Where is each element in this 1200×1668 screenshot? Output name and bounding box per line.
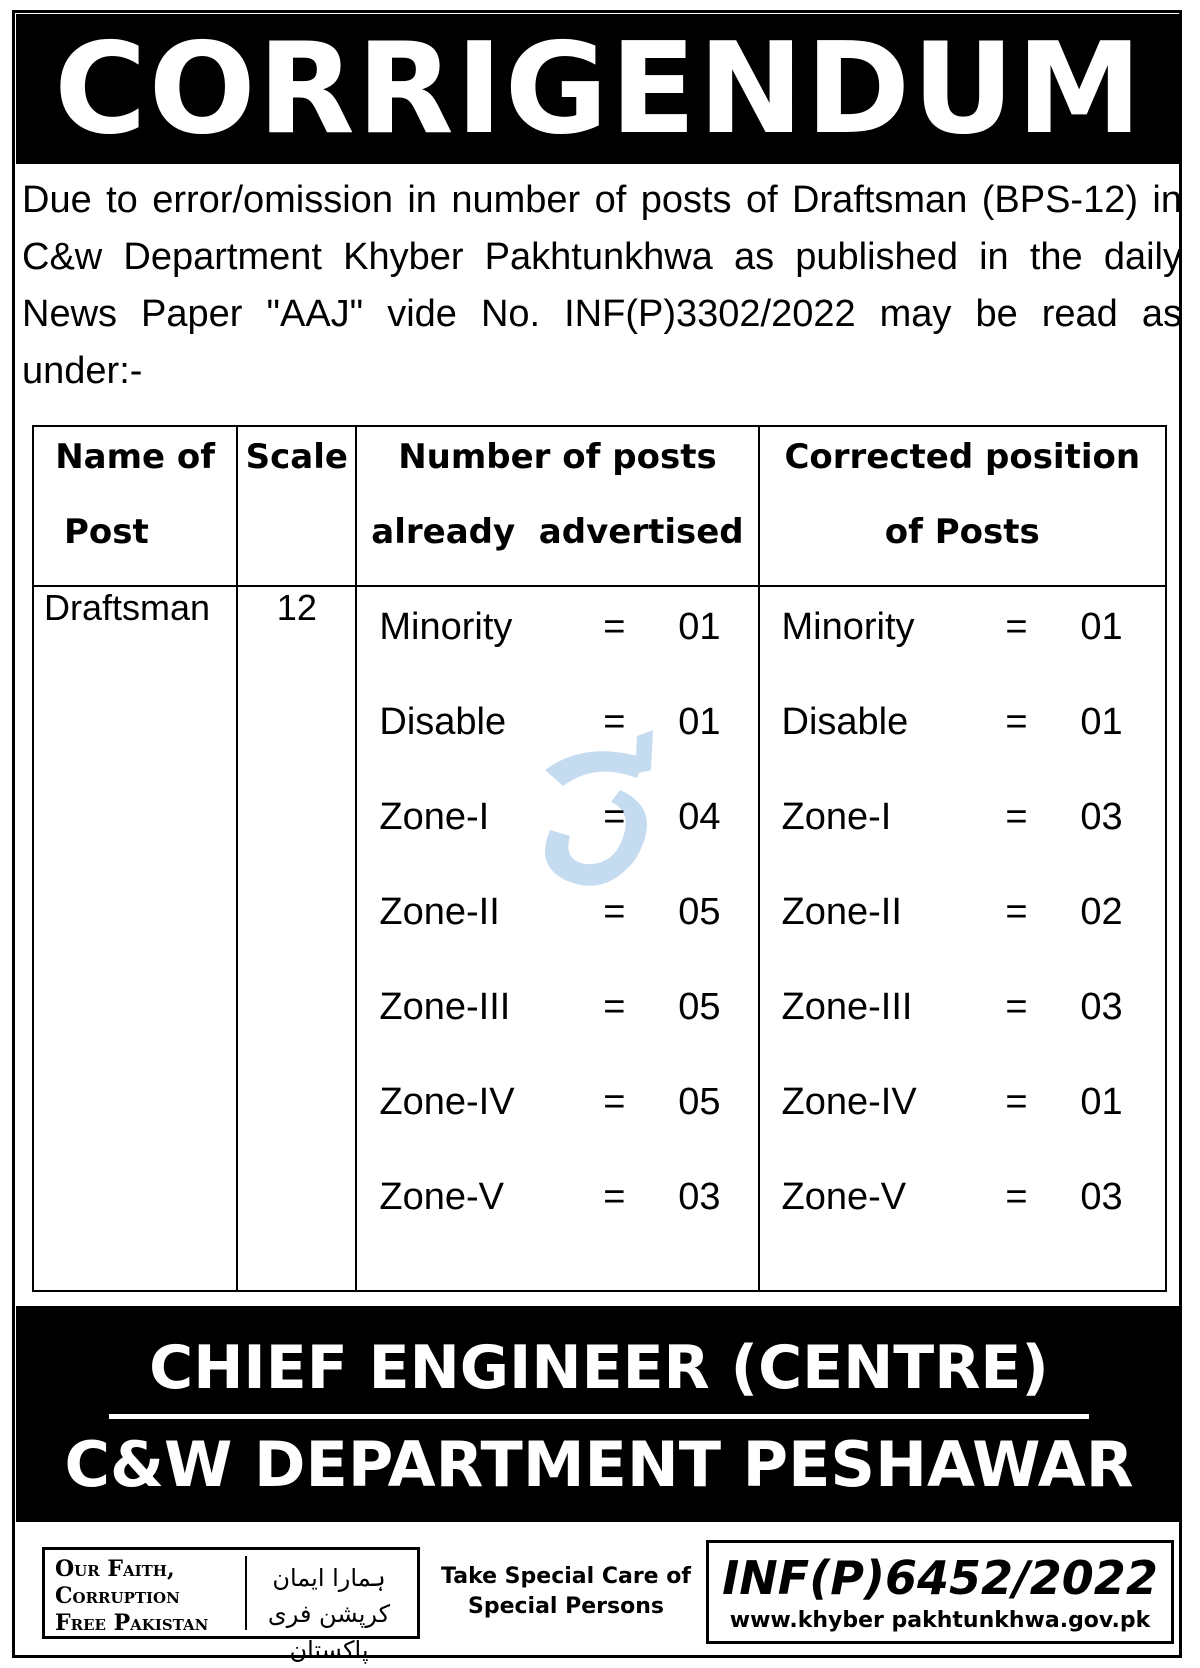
slogan-en-line3: Free Pakistan xyxy=(55,1610,209,1636)
list-item: Disable = 01 xyxy=(781,701,1123,743)
list-item: Zone-I = 03 xyxy=(781,796,1123,838)
aaj-logo-watermark-icon xyxy=(525,730,675,900)
header-name-line2: Post xyxy=(64,512,149,552)
slogan-box xyxy=(42,1547,420,1664)
list-item: Minority = 01 xyxy=(379,606,721,648)
header-name-line1: Name of xyxy=(55,437,216,477)
post-name-cell xyxy=(33,586,237,1291)
footer-banner xyxy=(16,1306,1182,1522)
list-item: Zone-V = 03 xyxy=(379,1176,721,1218)
inf-number-box xyxy=(706,1540,1174,1644)
website-link: www.khyber pakhtunkhwa.gov.pk xyxy=(729,1608,1151,1633)
intro-paragraph: Due to error/omission in number of posts of Draftsman (BPS-12) in C&w Department Khyber Pakhtunkhwa as published in the daily News Paper "AAJ" vide No. INF(P)3302/2022 may be read as under:- xyxy=(22,179,1182,392)
care-line1: Take Special Care of xyxy=(441,1564,691,1589)
table-header-row xyxy=(33,426,1166,586)
post-name: Draftsman xyxy=(44,587,211,628)
header-scale xyxy=(237,426,356,586)
list-item: Zone-II = 05 xyxy=(379,891,721,933)
slogan-en-line1: Our Faith, xyxy=(55,1556,175,1582)
footer-line1: CHIEF ENGINEER (CENTRE) xyxy=(149,1333,1049,1403)
list-item: Minority = 01 xyxy=(781,606,1123,648)
header-advertised xyxy=(356,426,758,586)
list-item: Zone-V = 03 xyxy=(781,1176,1123,1218)
header-name-of-post xyxy=(33,426,237,586)
page-title: CORRIGENDUM xyxy=(54,15,1144,162)
list-item: Zone-I = 04 xyxy=(379,796,721,838)
title-banner xyxy=(16,14,1182,164)
footer-line2: C&W DEPARTMENT PESHAWAR xyxy=(64,1428,1134,1501)
header-advertised-line2: already advertised xyxy=(371,512,744,552)
care-line2: Special Persons xyxy=(467,1594,664,1619)
list-item: Zone-IV = 01 xyxy=(781,1081,1123,1123)
table-body-row xyxy=(33,586,1166,1291)
special-care-text xyxy=(440,1562,692,1622)
list-item: Zone-IV = 05 xyxy=(379,1081,721,1123)
list-item: Zone-III = 03 xyxy=(781,986,1123,1028)
header-corrected-line2: of Posts xyxy=(884,512,1040,552)
header-corrected-line1: Corrected position xyxy=(784,437,1141,477)
list-item: Zone-III = 05 xyxy=(379,986,721,1028)
scale-cell xyxy=(237,586,356,1291)
slogan-urdu xyxy=(245,1556,411,1664)
inf-number: INF(P)6452/2022 xyxy=(722,1551,1158,1605)
slogan-en-line2: Corruption xyxy=(55,1583,180,1609)
header-advertised-line1: Number of posts xyxy=(398,437,717,477)
advertised-cell xyxy=(356,586,758,1291)
list-item: Disable = 01 xyxy=(379,701,721,743)
slogan-english xyxy=(45,1550,245,1636)
slogan-ur-line2: کرپشن فری پاکستان xyxy=(267,1600,391,1664)
slogan-ur-line1: ہمارا ایمان xyxy=(272,1564,386,1592)
header-corrected xyxy=(759,426,1166,586)
header-scale-label: Scale xyxy=(245,437,348,477)
list-item: Zone-II = 02 xyxy=(781,891,1123,933)
scale-value: 12 xyxy=(276,587,317,628)
corrected-cell xyxy=(759,586,1166,1291)
footer-divider xyxy=(109,1414,1089,1419)
